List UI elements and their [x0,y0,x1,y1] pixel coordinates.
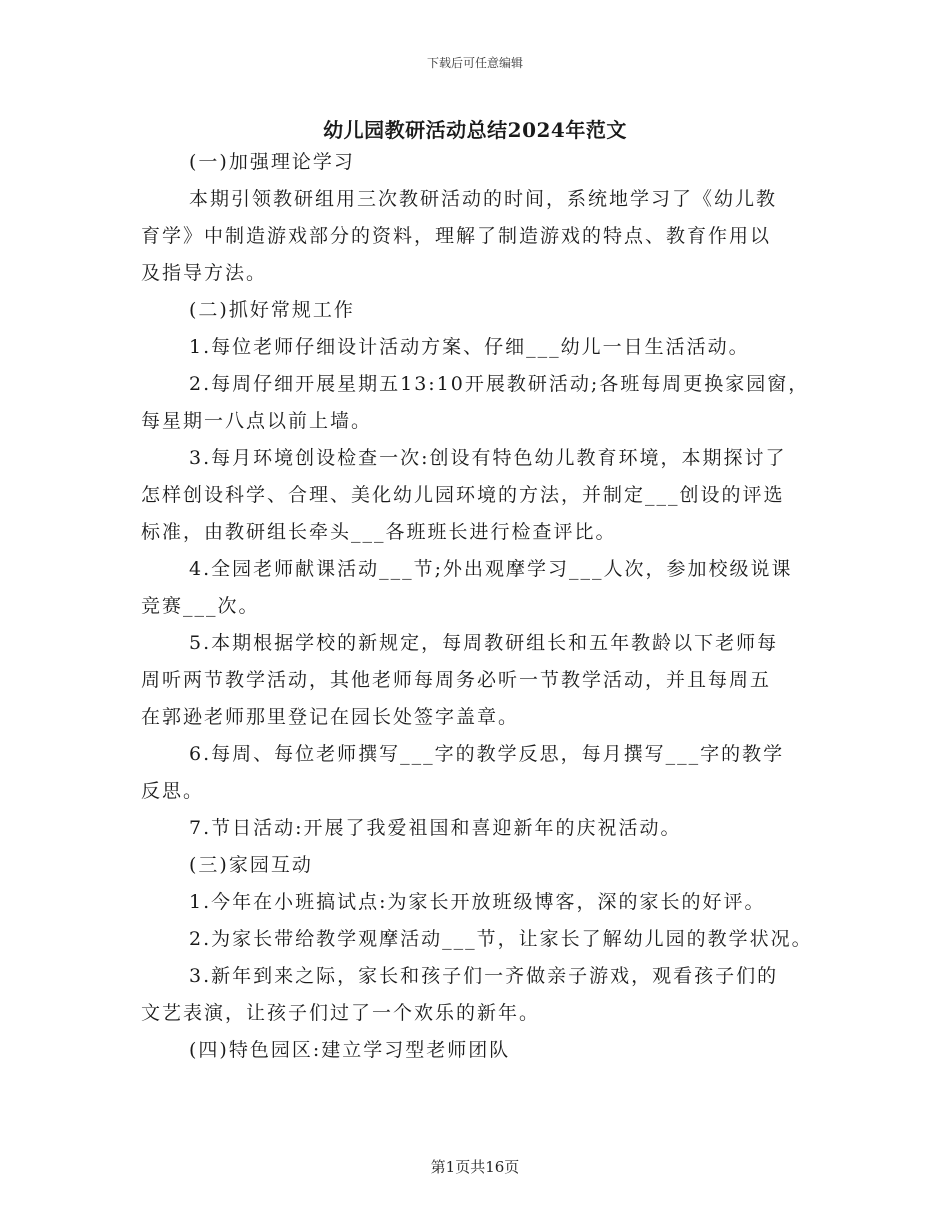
section-heading: (四)特色园区:建立学习型老师团队 [189,1039,511,1061]
list-item: 2.每周仔细开展星期五13:10开展教研活动;各班每周更换家园窗， 每星期一八点以前上墙。 [141,373,810,432]
page-number: 第1页共16页 [430,1158,520,1176]
list-item: 4.全园老师献课活动___节;外出观摩学习___人次，参加校级说课 竞赛___次。 [141,558,793,617]
document-title: 幼儿园教研活动总结2024年范文 [323,118,627,142]
list-item: 2.为家长带给教学观摩活动___节，让家长了解幼儿园的教学状况。 [189,928,813,950]
list-item: 6.每周、每位老师撰写___字的教学反思，每月撰写___字的教学 反思。 [141,743,785,802]
section-heading: (三)家园互动 [189,854,313,876]
list-item: 5.本期根据学校的新规定，每周教研组长和五年教龄以下老师每 周听两节教学活动，其他老师每周务必听一节教学活动，并且每周五 在郭逊老师那里登记在园长处签字盖章。 [141,632,779,728]
list-item: 3.新年到来之际，家长和孩子们一齐做亲子游戏，观看孩子们的 文艺表演，让孩子们过了一个欢乐的新年。 [141,965,779,1024]
document-body [141,144,813,1069]
section-heading: (一)加强理论学习 [189,151,355,173]
section-heading: (二)抓好常规工作 [189,299,355,321]
list-item: 3.每月环境创设检查一次:创设有特色幼儿教育环境，本期探讨了 怎样创设科学、合理、美化幼儿园环境的方法，并制定___创设的评选 标准，由教研组长牵头___各班班长进行检查评比。 [141,447,787,543]
page-header-note: 下载后可任意编辑 [426,56,523,70]
list-item: 7.节日活动:开展了我爱祖国和喜迎新年的庆祝活动。 [189,817,682,839]
list-item: 1.今年在小班搞试点:为家长开放班级博客，深的家长的好评。 [189,891,766,913]
paragraph: 本期引领教研组用三次教研活动的时间，系统地学习了《幼儿教 育学》中制造游戏部分的资料，理解了制造游戏的特点、教育作用以 及指导方法。 [141,188,778,284]
list-item: 1.每位老师仔细设计活动方案、仔细___幼儿一日生活活动。 [189,336,750,358]
